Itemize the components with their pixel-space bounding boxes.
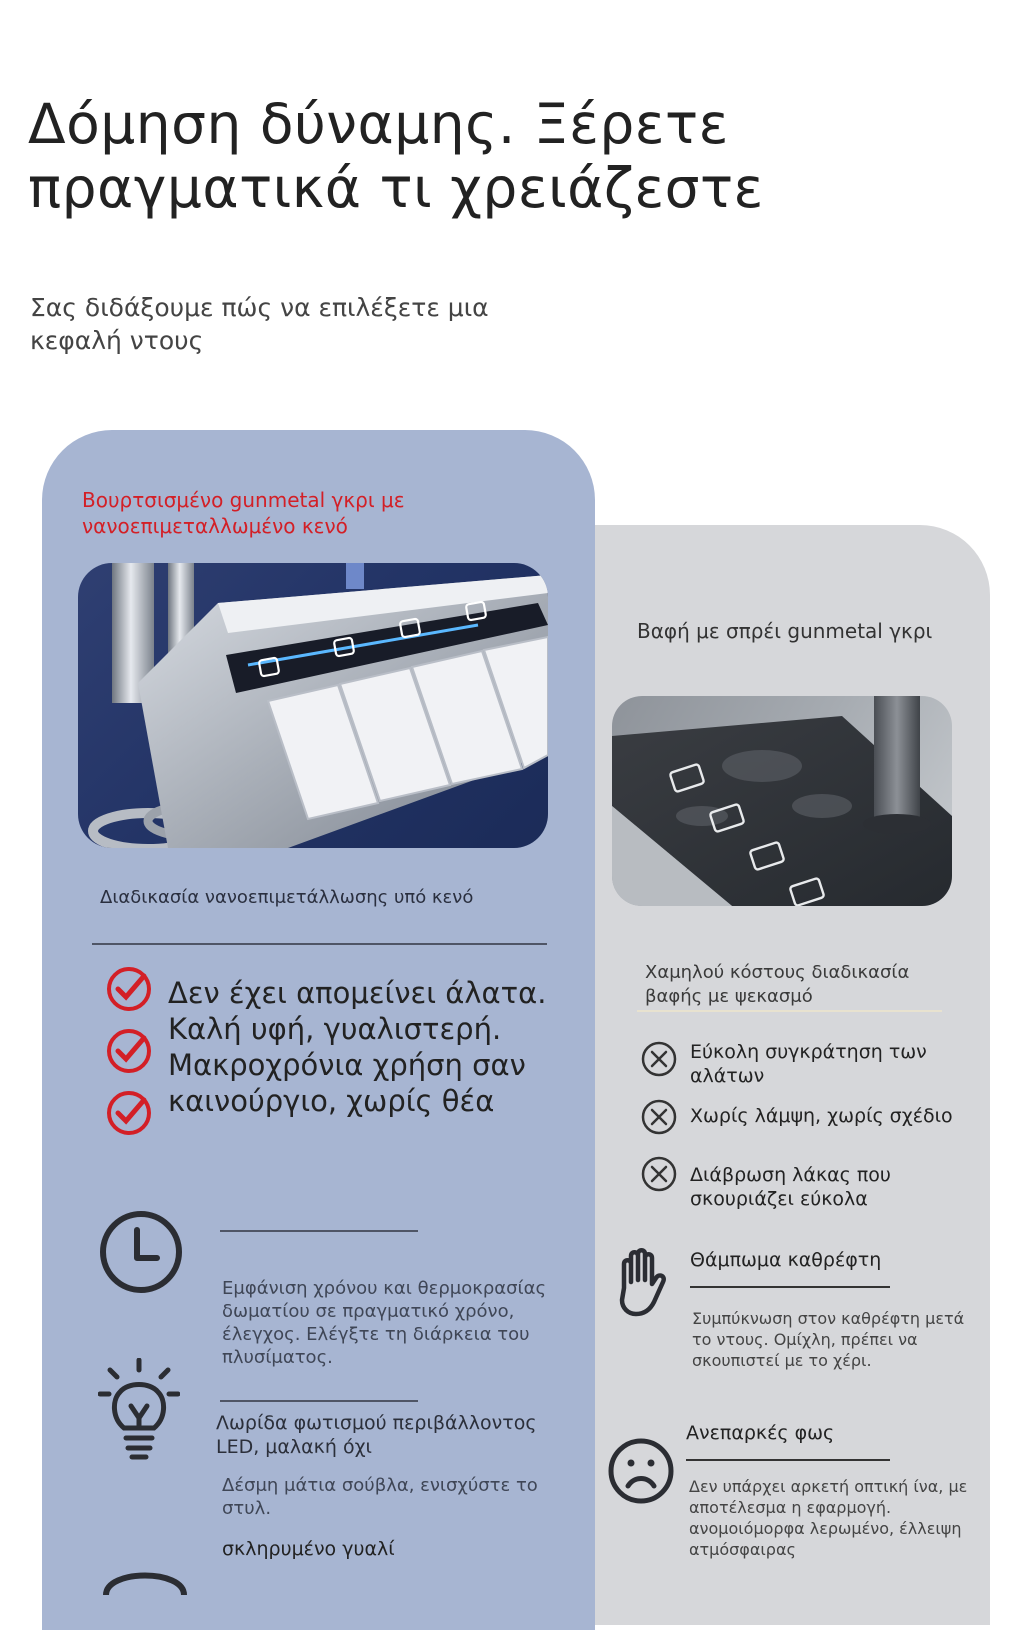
spray-panel-illustration	[612, 696, 952, 906]
vacuum-process-label: Διαδικασία νανοεπιμετάλλωσης υπό κενό	[100, 887, 474, 908]
section-divider	[92, 943, 547, 945]
red-check-icon	[106, 1028, 152, 1074]
page-title: Δόμηση δύναμης. Ξέρετε πραγματικά τι χρειάζεστε	[28, 92, 764, 220]
benefit-item: Δεν έχει απομείνει άλατα.	[168, 976, 547, 1010]
spray-panel-photo	[612, 696, 952, 906]
drawback-item: Χωρίς λάμψη, χωρίς σχέδιο	[690, 1105, 953, 1127]
led-strip-text: Δέσμη μάτια σούβλα, ενισχύστε το στυλ.	[222, 1475, 538, 1519]
hand-icon	[610, 1248, 674, 1320]
spray-process-label: Χαμηλού κόστους διαδικασία βαφής με ψεκασμό	[645, 962, 910, 1007]
feature-divider	[220, 1230, 418, 1232]
benefits-list	[168, 975, 588, 1119]
drawback-item: Διάβρωση λάκας που σκουριάζει εύκολα	[690, 1164, 891, 1210]
vacuum-plating-heading: Βουρτσισμένο gunmetal γκρι με νανοεπιμεταλλωμένο κενό	[82, 488, 405, 538]
red-check-icon	[106, 1090, 152, 1136]
cross-icon	[640, 1155, 678, 1193]
feature-divider	[690, 1286, 890, 1288]
spray-paint-heading: Βαφή με σπρέι gunmetal γκρι	[637, 619, 933, 643]
shower-panel-photo	[78, 563, 548, 848]
benefit-item: Καλή υφή, γυαλιστερή.	[168, 1012, 502, 1046]
glass-icon	[100, 1555, 190, 1600]
cross-icon	[640, 1098, 678, 1136]
feature-divider	[686, 1459, 890, 1461]
sad-face-icon	[606, 1436, 676, 1506]
benefit-item: καινούργιο, χωρίς θέα	[168, 1084, 495, 1118]
mirror-fog-title: Θάμπωμα καθρέφτη	[690, 1249, 882, 1271]
benefit-item: Μακροχρόνια χρήση σαν	[168, 1048, 526, 1082]
feature-divider	[220, 1400, 418, 1402]
red-check-icon	[106, 966, 152, 1012]
clock-icon	[97, 1208, 185, 1296]
insufficient-light-title: Ανεπαρκές φως	[686, 1422, 835, 1444]
cross-icon	[640, 1040, 678, 1078]
lightbulb-icon	[98, 1358, 180, 1462]
page-subtitle: Σας διδάξουμε πώς να επιλέξετε μια κεφαλή ντους	[30, 293, 489, 355]
insufficient-light-text: Δεν υπάρχει αρκετή οπτική ίνα, με αποτέλεσμα η εφαρμογή. ανομοιόμορφα λερωμένο, έλλειψη ατμόσφαιρας	[689, 1477, 968, 1559]
clock-feature-text: Εμφάνιση χρόνου και θερμοκρασίας δωματίου σε πραγματικό χρόνο, έλεγχος. Ελέγξτε τη διάρκεια του πλυσίματος.	[222, 1278, 547, 1368]
shower-panel-illustration	[78, 563, 548, 848]
section-divider	[637, 1010, 942, 1012]
drawback-item: Εύκολη συγκράτηση των αλάτων	[690, 1041, 927, 1087]
tempered-glass-title: σκληρυμένο γυαλί	[222, 1538, 395, 1560]
mirror-fog-text: Συμπύκνωση στον καθρέφτη μετά το ντους. Ομίχλη, πρέπει να σκουπιστεί με το χέρι.	[692, 1309, 965, 1370]
led-strip-title: Λωρίδα φωτισμού περιβάλλοντος LED, μαλακή όχι	[216, 1412, 537, 1458]
